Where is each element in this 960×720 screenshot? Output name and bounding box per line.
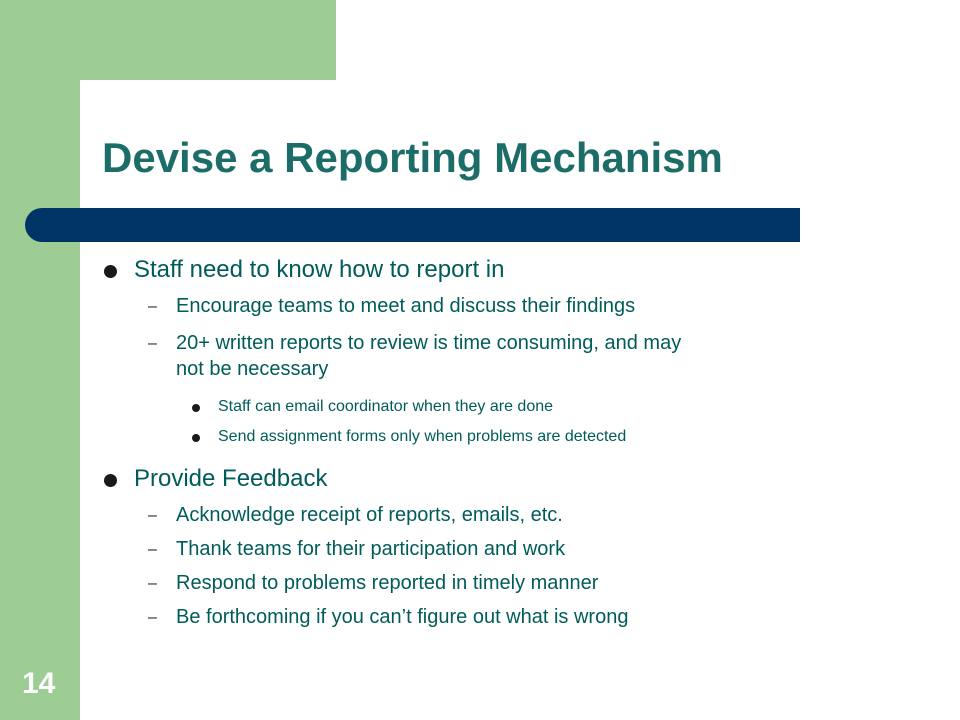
bullet-dot	[104, 474, 117, 487]
sub-bullet-text-continuation: not be necessary	[176, 358, 329, 380]
slide-title: Devise a Reporting Mechanism	[102, 134, 723, 181]
dash-marker: –	[148, 298, 157, 315]
sub-bullet-text: Encourage teams to meet and discuss their findings	[176, 295, 636, 317]
sub-bullet-text: 20+ written reports to review is time consuming, and may	[176, 332, 682, 354]
bullet-dot	[192, 404, 200, 412]
dash-marker: –	[148, 575, 157, 592]
title-underline-bar	[25, 208, 800, 242]
top-green-band	[80, 0, 336, 80]
slide-number: 14	[22, 667, 56, 700]
bullet-text: Provide Feedback	[134, 465, 328, 492]
left-green-band	[0, 0, 80, 720]
bullet-dot	[192, 434, 200, 442]
sub-bullet-text: Respond to problems reported in timely manner	[176, 572, 599, 594]
sub-sub-bullet-text: Send assignment forms only when problems are detected	[218, 428, 627, 445]
bullet-text: Staff need to know how to report in	[134, 256, 505, 283]
sub-bullet-text: Acknowledge receipt of reports, emails, etc.	[176, 504, 563, 526]
dash-marker: –	[148, 609, 157, 626]
sub-sub-bullet-text: Staff can email coordinator when they are done	[218, 398, 554, 415]
dash-marker: –	[148, 507, 157, 524]
sub-bullet-text: Be forthcoming if you can’t figure out what is wrong	[176, 606, 629, 628]
dash-marker: –	[148, 335, 157, 352]
dash-marker: –	[148, 541, 157, 558]
bullet-dot	[104, 265, 117, 278]
sub-bullet-text: Thank teams for their participation and work	[176, 538, 566, 560]
